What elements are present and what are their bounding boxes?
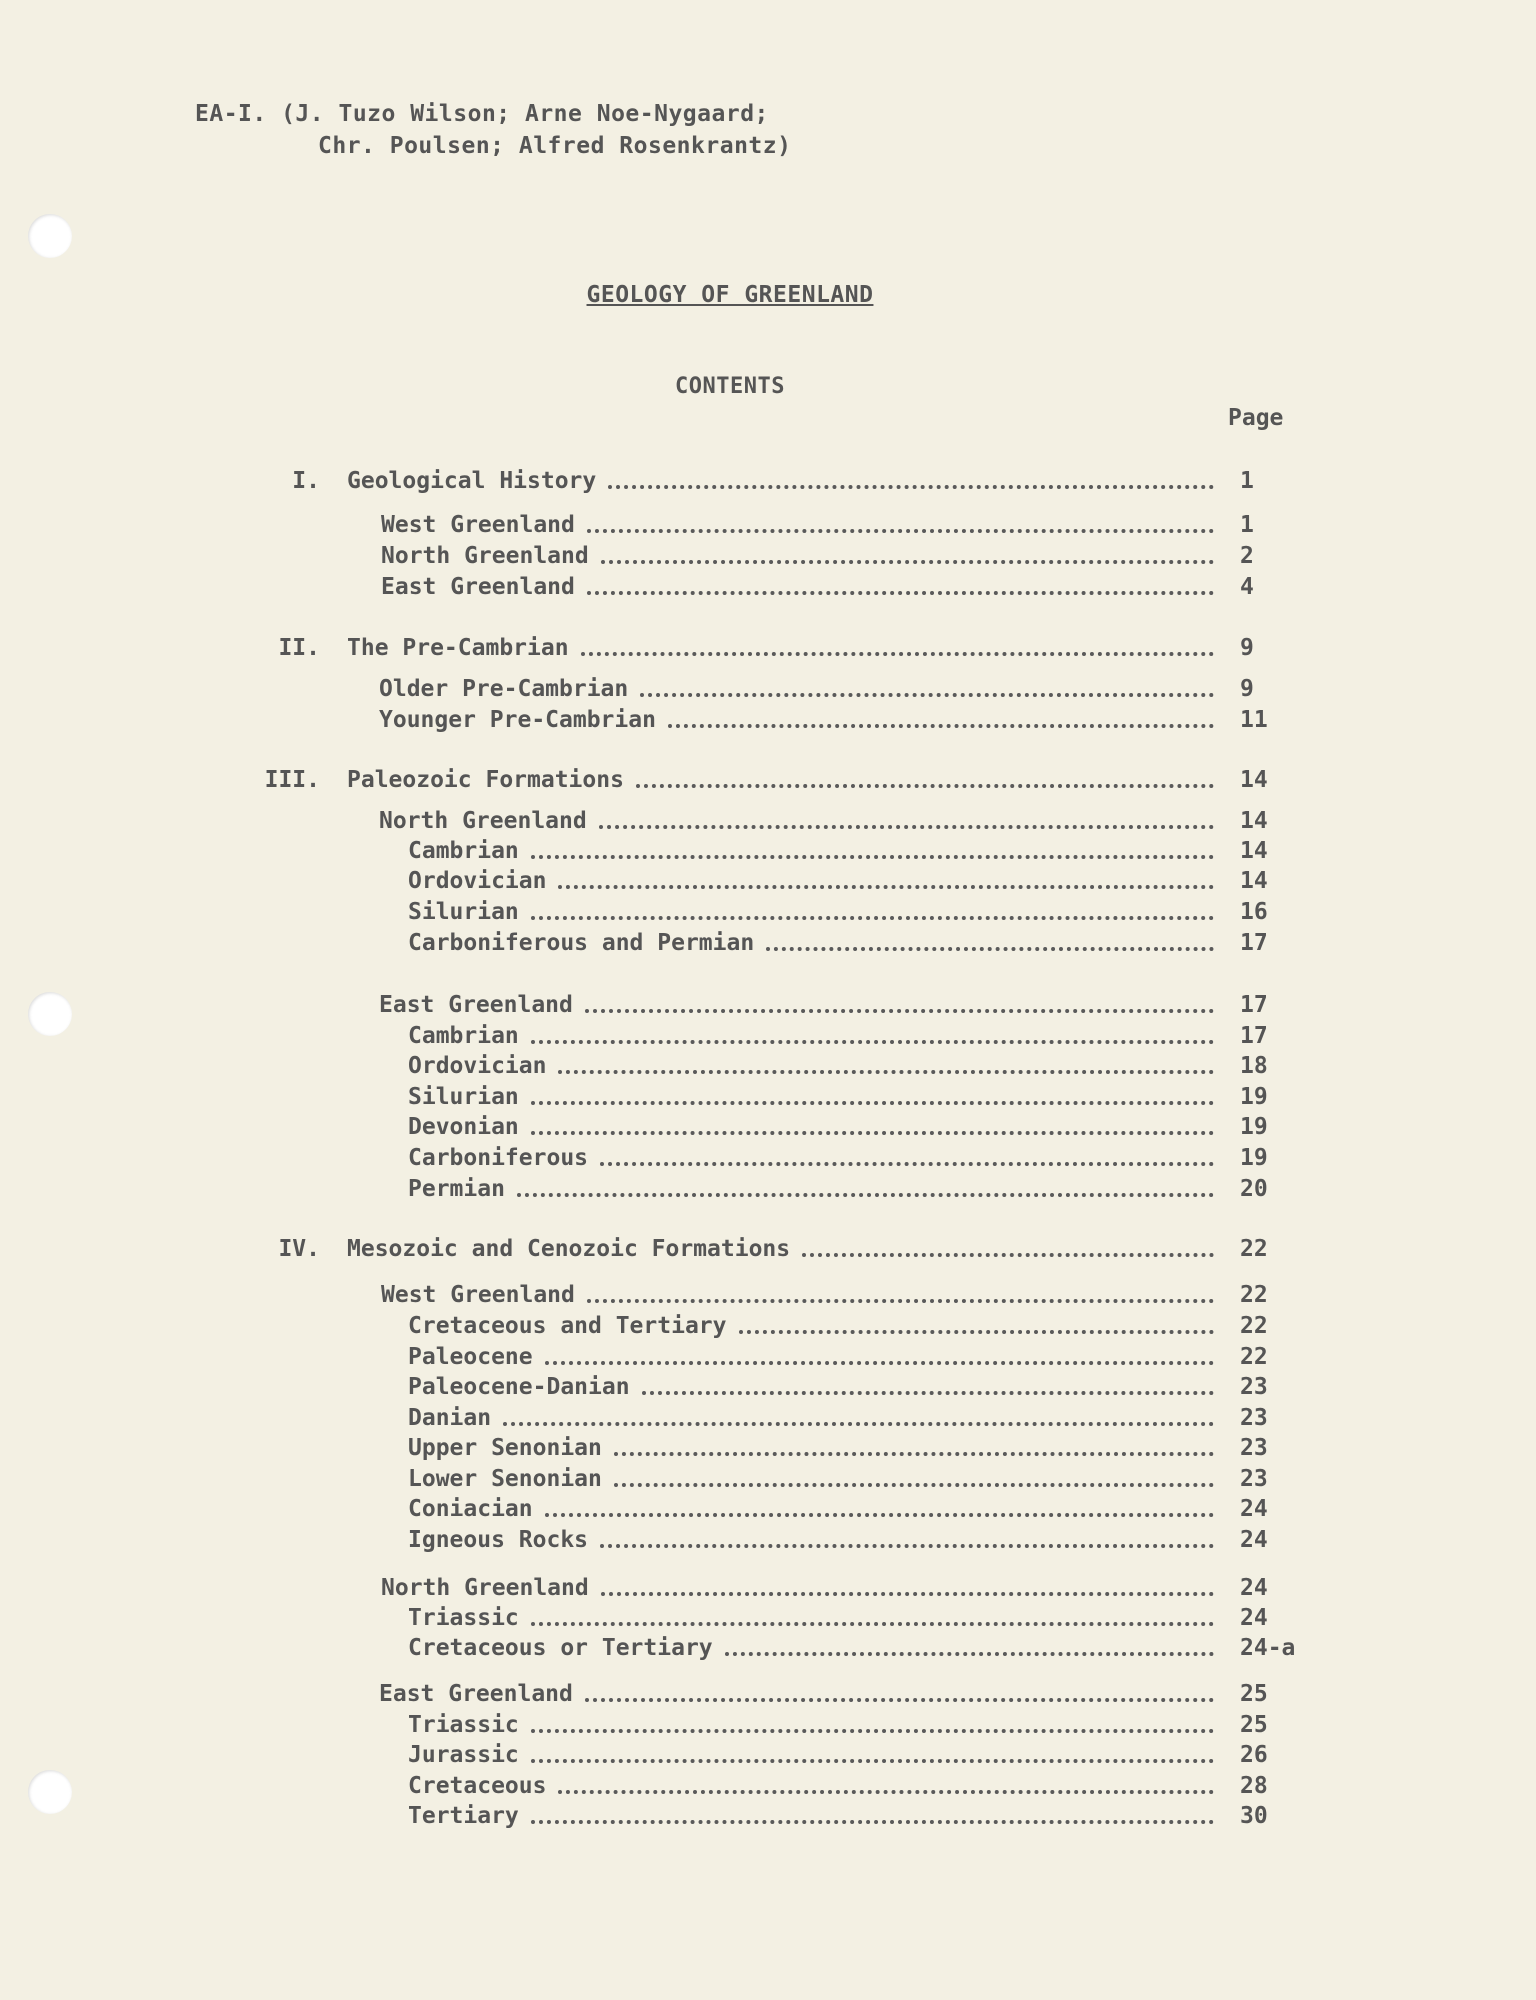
toc-subentry (0, 1021, 1536, 1051)
toc-page-number: 22 (1240, 1236, 1268, 1262)
dot-leader (531, 1101, 1214, 1105)
toc-entry-label: Ordovician (408, 1053, 547, 1079)
dot-leader (668, 724, 1214, 728)
toc-subentry (0, 1311, 1536, 1341)
toc-entry-label: Lower Senonian (408, 1466, 602, 1492)
contents-heading: CONTENTS (675, 374, 785, 399)
toc-entry-label: Carboniferous and Permian (408, 930, 755, 956)
toc-page-number: 22 (1240, 1344, 1268, 1370)
toc-page-number: 25 (1240, 1681, 1268, 1707)
toc-entry-label: Cretaceous and Tertiary (408, 1313, 727, 1339)
toc-subentry (0, 1403, 1536, 1433)
dot-leader (531, 1729, 1214, 1733)
toc-page-number: 9 (1240, 676, 1254, 702)
dot-leader (531, 1759, 1214, 1763)
dot-leader (614, 1483, 1214, 1487)
toc-subentry (0, 1174, 1536, 1204)
toc-subentry (0, 1143, 1536, 1173)
toc-section (0, 765, 1536, 795)
toc-subsection (0, 541, 1536, 571)
dot-leader (601, 1592, 1214, 1596)
toc-page-number: 30 (1240, 1803, 1268, 1829)
dot-leader (636, 784, 1214, 788)
document-title: GEOLOGY OF GREENLAND (586, 282, 874, 308)
toc-entry-label: Igneous Rocks (408, 1527, 589, 1553)
toc-page-number: 23 (1240, 1435, 1268, 1461)
toc-page-number: 1 (1240, 468, 1254, 494)
toc-page-number: 17 (1240, 992, 1268, 1018)
dot-leader (531, 1040, 1214, 1044)
toc-subentry (0, 897, 1536, 927)
toc-entry-label: Permian (408, 1176, 505, 1202)
dot-leader (581, 652, 1214, 656)
toc-page-number: 24 (1240, 1496, 1268, 1522)
toc-page-number: 19 (1240, 1114, 1268, 1140)
toc-page-number: 17 (1240, 1023, 1268, 1049)
toc-entry-label: Paleocene (408, 1344, 533, 1370)
toc-page-number: 11 (1240, 707, 1268, 733)
toc-subentry (0, 866, 1536, 896)
toc-entry-label: North Greenland (379, 808, 587, 834)
toc-subentry (0, 1112, 1536, 1142)
dot-leader (766, 947, 1214, 951)
toc-entry-label: Devonian (408, 1114, 519, 1140)
dot-leader (517, 1193, 1214, 1197)
dot-leader (585, 1698, 1214, 1702)
toc-page-number: 28 (1240, 1773, 1268, 1799)
toc-page-number: 24 (1240, 1605, 1268, 1631)
toc-entry-label: East Greenland (379, 992, 573, 1018)
toc-entry-label: Silurian (408, 1084, 519, 1110)
toc-entry-label: East Greenland (381, 574, 575, 600)
toc-page-number: 23 (1240, 1374, 1268, 1400)
toc-section-number: IV. (278, 1236, 320, 1262)
toc-page-number: 17 (1240, 930, 1268, 956)
toc-entry-label: Silurian (408, 899, 519, 925)
toc-subentry (0, 1494, 1536, 1524)
dot-leader (608, 485, 1214, 489)
toc-page-number: 1 (1240, 512, 1254, 538)
dot-leader (599, 825, 1214, 829)
toc-subsection (0, 1280, 1536, 1310)
dot-leader (601, 560, 1214, 564)
dot-leader (802, 1253, 1214, 1257)
toc-subsection (0, 674, 1536, 704)
toc-subentry (0, 1603, 1536, 1633)
dot-leader (739, 1330, 1215, 1334)
toc-page-number: 9 (1240, 635, 1254, 661)
dot-leader (585, 1009, 1214, 1013)
dot-leader (600, 1544, 1214, 1548)
toc-subsection (0, 990, 1536, 1020)
page-column-label: Page (1228, 405, 1284, 431)
toc-page-number: 19 (1240, 1084, 1268, 1110)
toc-page-number: 22 (1240, 1282, 1268, 1308)
toc-subentry (0, 1525, 1536, 1555)
toc-entry-label: Younger Pre-Cambrian (379, 707, 656, 733)
dot-leader (725, 1652, 1214, 1656)
toc-subentry (0, 1740, 1536, 1770)
dot-leader (600, 1162, 1214, 1166)
toc-section-number: II. (278, 635, 320, 661)
toc-page-number: 14 (1240, 868, 1268, 894)
toc-entry-label: Cretaceous or Tertiary (408, 1635, 713, 1661)
toc-page-number: 18 (1240, 1053, 1268, 1079)
toc-entry-label: Upper Senonian (408, 1435, 602, 1461)
toc-subentry (0, 1051, 1536, 1081)
dot-leader (640, 693, 1214, 697)
toc-entry-label: Tertiary (408, 1803, 519, 1829)
toc-section-number: III. (264, 767, 320, 793)
toc-page-number: 20 (1240, 1176, 1268, 1202)
toc-entry-label: Cambrian (408, 1023, 519, 1049)
toc-subentry (0, 1801, 1536, 1831)
toc-entry-label: Triassic (408, 1712, 519, 1738)
toc-subentry (0, 928, 1536, 958)
toc-page-number: 24 (1240, 1527, 1268, 1553)
dot-leader (642, 1391, 1214, 1395)
toc-page-number: 24 (1240, 1575, 1268, 1601)
toc-page-number: 14 (1240, 838, 1268, 864)
dot-leader (614, 1452, 1214, 1456)
toc-entry-label: Ordovician (408, 868, 547, 894)
toc-page-number: 24-a (1240, 1635, 1296, 1661)
toc-page-number: 19 (1240, 1145, 1268, 1171)
toc-subsection (0, 705, 1536, 735)
author-header-line-2: Chr. Poulsen; Alfred Rosenkrantz) (318, 133, 792, 159)
toc-subentry (0, 1342, 1536, 1372)
toc-entry-label: Jurassic (408, 1742, 519, 1768)
toc-entry-label: Mesozoic and Cenozoic Formations (347, 1236, 791, 1262)
toc-entry-label: West Greenland (381, 512, 575, 538)
toc-entry-label: East Greenland (379, 1681, 573, 1707)
toc-section-number: I. (292, 468, 320, 494)
toc-subsection (0, 510, 1536, 540)
toc-entry-label: Triassic (408, 1605, 519, 1631)
toc-section (0, 466, 1536, 496)
dot-leader (531, 1820, 1214, 1824)
toc-section (0, 633, 1536, 663)
toc-subentry (0, 1771, 1536, 1801)
toc-page-number: 14 (1240, 767, 1268, 793)
toc-page-number: 23 (1240, 1405, 1268, 1431)
dot-leader (545, 1513, 1214, 1517)
toc-entry-label: Cambrian (408, 838, 519, 864)
toc-subentry (0, 1464, 1536, 1494)
toc-subsection (0, 806, 1536, 836)
toc-page-number: 4 (1240, 574, 1254, 600)
toc-entry-label: Carboniferous (408, 1145, 589, 1171)
toc-entry-label: West Greenland (381, 1282, 575, 1308)
toc-subentry (0, 836, 1536, 866)
toc-entry-label: Geological History (347, 468, 597, 494)
toc-entry-label: Cretaceous (408, 1773, 547, 1799)
toc-page-number: 14 (1240, 808, 1268, 834)
toc-entry-label: Coniacian (408, 1496, 533, 1522)
toc-page-number: 25 (1240, 1712, 1268, 1738)
toc-entry-label: Paleocene-Danian (408, 1374, 630, 1400)
dot-leader (587, 591, 1214, 595)
dot-leader (558, 1790, 1214, 1794)
dot-leader (531, 1622, 1214, 1626)
dot-leader (558, 1070, 1214, 1074)
toc-page-number: 23 (1240, 1466, 1268, 1492)
toc-subentry (0, 1082, 1536, 1112)
toc-entry-label: The Pre-Cambrian (347, 635, 569, 661)
toc-subsection (0, 1679, 1536, 1709)
dot-leader (587, 1299, 1214, 1303)
toc-entry-label: Paleozoic Formations (347, 767, 624, 793)
dot-leader (531, 1131, 1214, 1135)
toc-entry-label: North Greenland (381, 1575, 589, 1601)
toc-section (0, 1234, 1536, 1264)
toc-subentry (0, 1433, 1536, 1463)
toc-entry-label: North Greenland (381, 543, 589, 569)
toc-page-number: 26 (1240, 1742, 1268, 1768)
dot-leader (545, 1361, 1214, 1365)
toc-page-number: 22 (1240, 1313, 1268, 1339)
toc-page-number: 2 (1240, 543, 1254, 569)
toc-page-number: 16 (1240, 899, 1268, 925)
author-header-line-1: EA-I. (J. Tuzo Wilson; Arne Noe-Nygaard; (195, 101, 769, 127)
toc-subsection (0, 1573, 1536, 1603)
toc-subentry (0, 1633, 1536, 1663)
dot-leader (503, 1422, 1214, 1426)
toc-entry-label: Danian (408, 1405, 492, 1431)
dot-leader (531, 855, 1214, 859)
toc-subentry (0, 1372, 1536, 1402)
toc-subentry (0, 1710, 1536, 1740)
toc-entry-label: Older Pre-Cambrian (379, 676, 629, 702)
dot-leader (558, 885, 1214, 889)
dot-leader (587, 529, 1214, 533)
dot-leader (531, 916, 1214, 920)
toc-subsection (0, 572, 1536, 602)
